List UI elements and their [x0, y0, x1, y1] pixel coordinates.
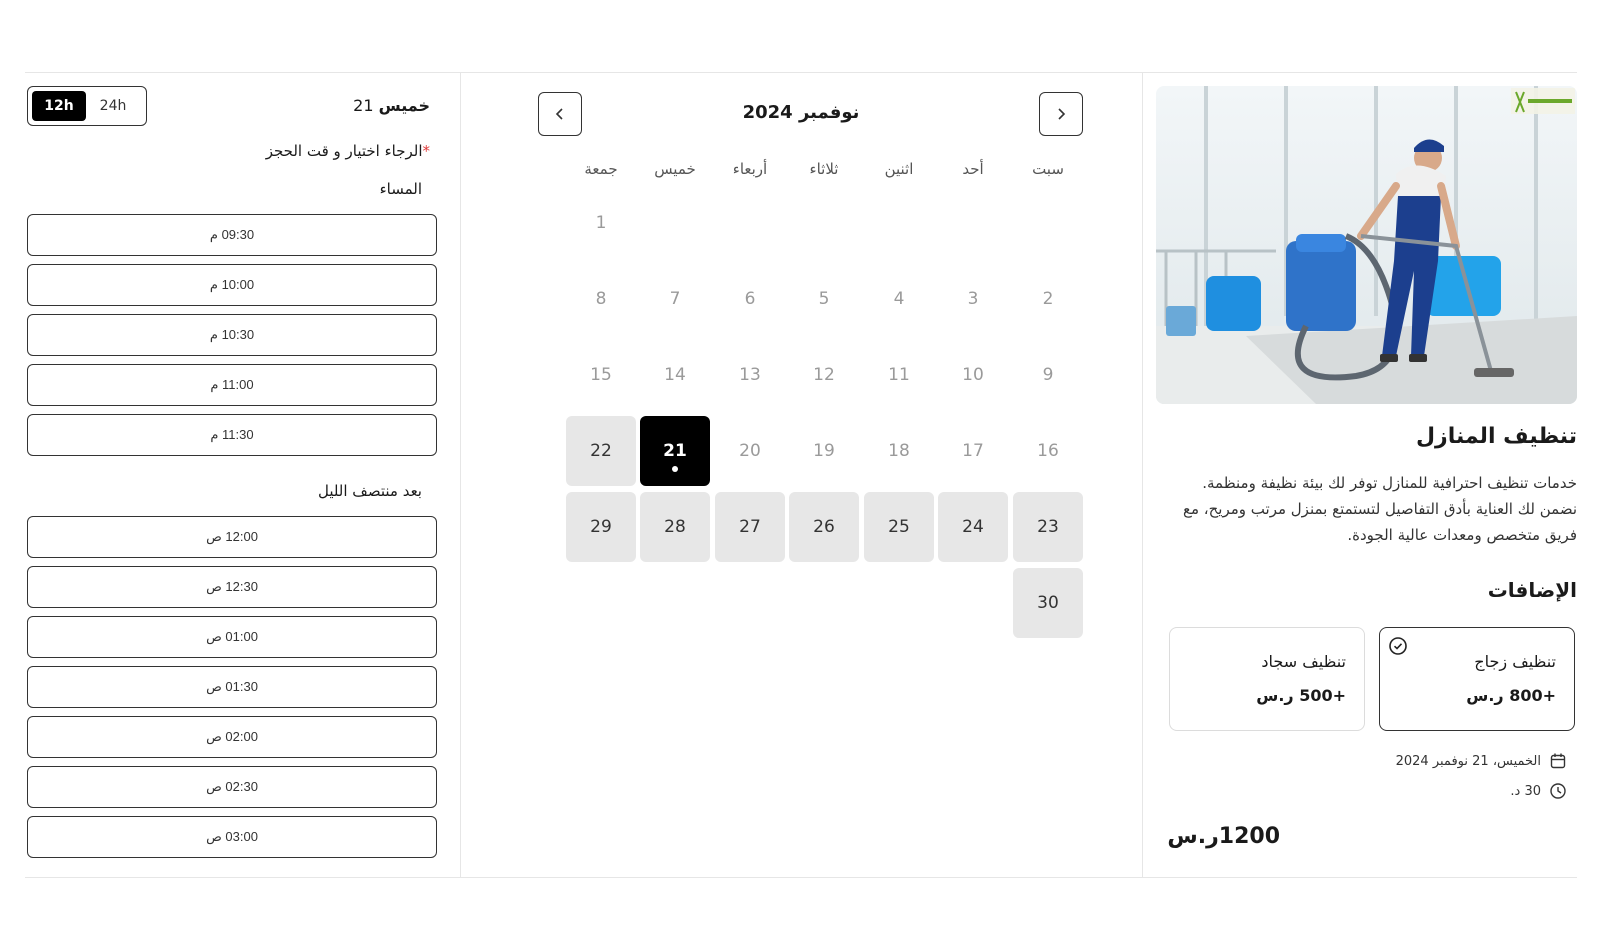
addon-price: +800 ر.س — [1466, 686, 1556, 705]
weekday-label: اثنين — [884, 160, 914, 178]
day-number: 21 — [353, 96, 374, 115]
calendar-day: 11 — [888, 365, 910, 385]
calendar-day: 17 — [962, 441, 984, 461]
service-title: تنظيف المنازل — [1415, 424, 1577, 449]
time-slot[interactable]: 09:30 م — [27, 214, 437, 256]
service-description: خدمات تنظيف احترافية للمنازل توفر لك بيئة نظيفة ومنظمة. نضمن لك العناية بأدق التفاصيل لتستمتع بمنزل مرتب ومريح، مع فريق متخصص ومعدات عالية الجودة. — [1182, 474, 1577, 544]
weekday-label: سبت — [1032, 160, 1064, 178]
calendar-day[interactable]: 21 — [640, 416, 710, 486]
cleaning-worker-photo — [1156, 86, 1577, 404]
selected-day-label — [353, 96, 430, 115]
calendar-day: 1 — [595, 213, 607, 233]
time-slots-panel — [25, 72, 460, 878]
duration-row — [1510, 782, 1567, 800]
calendar-day[interactable]: 28 — [640, 492, 710, 562]
time-slot[interactable]: 02:00 ص — [27, 716, 437, 758]
calendar-day: 10 — [962, 365, 984, 385]
time-slot[interactable]: 02:30 ص — [27, 766, 437, 808]
calendar-day: 15 — [590, 365, 612, 385]
divider-right — [1142, 72, 1143, 878]
calendar — [460, 72, 1142, 878]
calendar-day: 8 — [595, 289, 607, 309]
time-slot[interactable]: 01:30 ص — [27, 666, 437, 708]
time-slot[interactable]: 12:00 ص — [27, 516, 437, 558]
calendar-day[interactable]: 30 — [1013, 568, 1083, 638]
addon-carpet-cleaning[interactable] — [1169, 627, 1365, 731]
calendar-day: 20 — [739, 441, 761, 461]
time-instruction — [266, 142, 430, 160]
format-12h[interactable]: 12h — [32, 91, 86, 121]
prev-month-button[interactable] — [538, 92, 582, 136]
weekday-label: خميس — [654, 160, 696, 178]
time-slot[interactable]: 11:00 م — [27, 364, 437, 406]
clock-icon — [1549, 782, 1567, 800]
total-price: 1200ر.س — [1167, 824, 1280, 849]
service-panel — [1156, 72, 1577, 878]
addon-name: تنظيف زجاج — [1474, 652, 1556, 671]
calendar-day: 7 — [669, 289, 681, 309]
weekday-label: أحد — [962, 160, 984, 178]
group-label-evening: المساء — [379, 180, 422, 198]
addon-glass-cleaning[interactable] — [1379, 627, 1575, 731]
calendar-icon — [1549, 752, 1567, 770]
calendar-day: 18 — [888, 441, 910, 461]
calendar-day: 3 — [967, 289, 979, 309]
calendar-day: 9 — [1042, 365, 1054, 385]
calendar-day[interactable]: 29 — [566, 492, 636, 562]
time-format-toggle[interactable] — [27, 86, 147, 126]
selected-date-text: الخميس، 21 نوفمبر 2024 — [1395, 753, 1541, 769]
instruction-text: الرجاء اختيار و قت الحجز — [265, 142, 423, 160]
calendar-day: 5 — [818, 289, 830, 309]
selected-date-row — [1396, 752, 1567, 770]
group-label-after-midnight: بعد منتصف الليل — [317, 482, 422, 500]
month-title: نوفمبر 2024 — [742, 102, 860, 123]
calendar-day[interactable]: 23 — [1013, 492, 1083, 562]
calendar-day: 14 — [664, 365, 686, 385]
calendar-day[interactable]: 27 — [715, 492, 785, 562]
time-slot[interactable]: 11:30 م — [27, 414, 437, 456]
check-circle-icon — [1388, 636, 1408, 656]
calendar-day[interactable]: 22 — [566, 416, 636, 486]
weekday-label: ثلاثاء — [809, 160, 839, 178]
calendar-day: 12 — [813, 365, 835, 385]
weekday-label: أربعاء — [732, 160, 768, 178]
time-slot[interactable]: 10:00 م — [27, 264, 437, 306]
calendar-day: 6 — [744, 289, 756, 309]
format-24h[interactable]: 24h — [99, 98, 127, 114]
addons-title: الإضافات — [1487, 578, 1577, 602]
time-slot[interactable]: 12:30 ص — [27, 566, 437, 608]
calendar-day: 2 — [1042, 289, 1054, 309]
calendar-day: 13 — [739, 365, 761, 385]
calendar-day: 16 — [1037, 441, 1059, 461]
time-slot[interactable]: 01:00 ص — [27, 616, 437, 658]
day-name: خميس — [378, 96, 430, 115]
weekday-label: جمعة — [584, 160, 618, 178]
required-mark: * — [422, 142, 430, 160]
calendar-day[interactable]: 26 — [789, 492, 859, 562]
service-image — [1156, 86, 1577, 404]
addon-price: +500 ر.س — [1256, 686, 1346, 705]
duration-text: 30 د. — [1510, 783, 1541, 799]
calendar-day[interactable]: 24 — [938, 492, 1008, 562]
addon-name: تنظيف سجاد — [1261, 652, 1346, 671]
calendar-day: 19 — [813, 441, 835, 461]
calendar-day[interactable]: 25 — [864, 492, 934, 562]
time-slot[interactable]: 10:30 م — [27, 314, 437, 356]
chevron-left-icon — [553, 107, 567, 121]
time-slot[interactable]: 03:00 ص — [27, 816, 437, 858]
calendar-day: 4 — [893, 289, 905, 309]
